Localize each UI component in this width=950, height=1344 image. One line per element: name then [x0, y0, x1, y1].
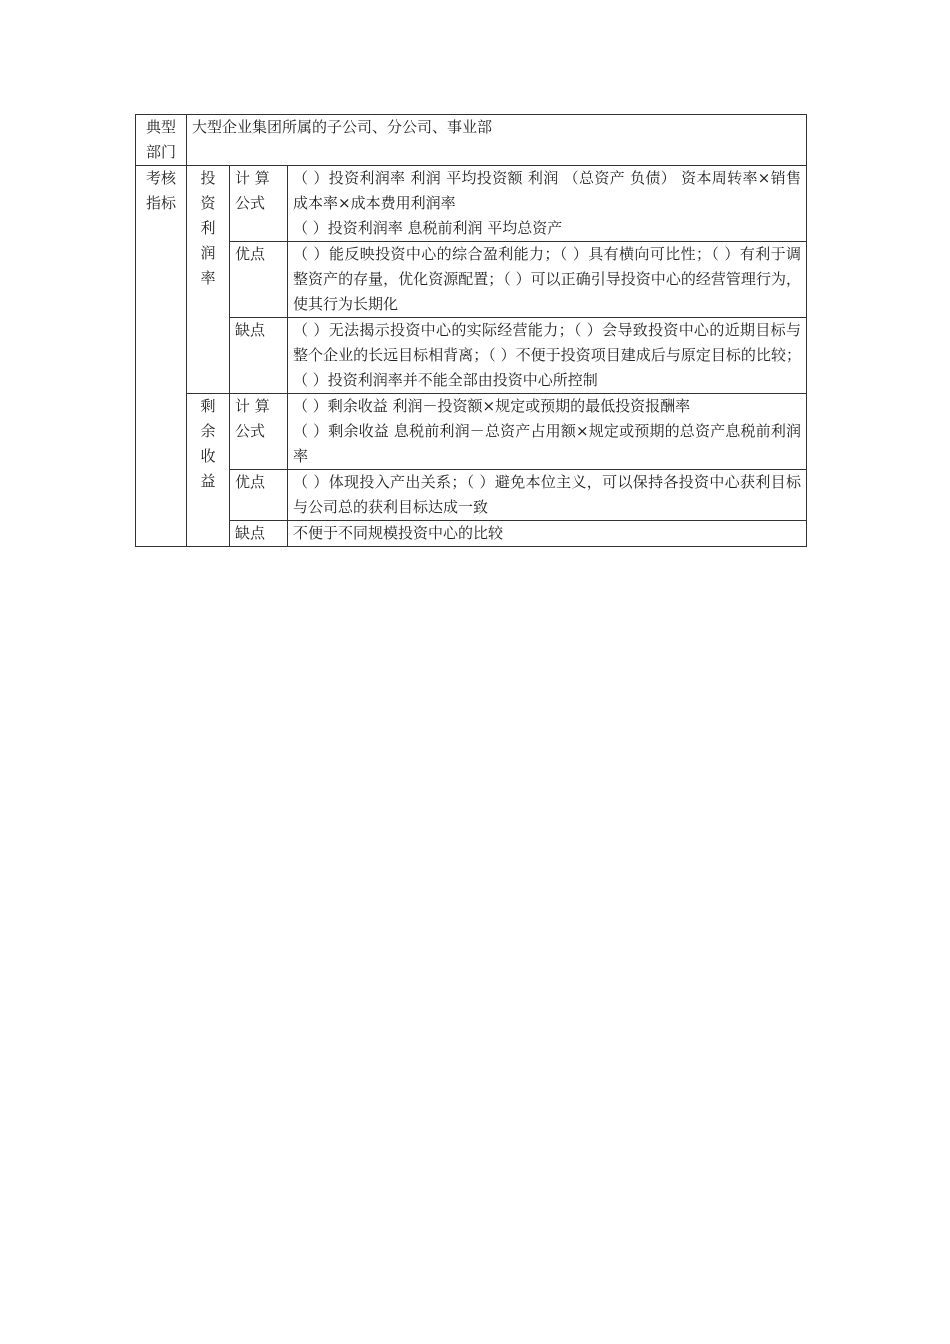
- table-row-typical-department: [136, 115, 807, 166]
- table-row-residual-disadvantages: [136, 521, 807, 547]
- table-row-roi-advantages: [136, 242, 807, 318]
- roi-label: [187, 166, 230, 394]
- residual-advantages-content: （ ）体现投入产出关系；（ ）避免本位主义，可以保持各投资中心获利目标与公司总的获利目标达成一致: [288, 470, 807, 521]
- residual-disadvantages-content: 不便于不同规模投资中心的比较: [288, 521, 807, 547]
- roi-formula-content: [288, 166, 807, 242]
- roi-formula-line-2: （ ）投资利润率 息税前利润 平均总资产: [293, 219, 563, 237]
- typical-department-label: 典型部门: [136, 115, 187, 166]
- table-row-residual-advantages: [136, 470, 807, 521]
- residual-income-label-text: 剩余收益: [200, 397, 216, 490]
- table-row-roi-formula: [136, 166, 807, 242]
- assessment-indicator-text: 考核指标: [145, 169, 176, 212]
- typical-department-content: 大型企业集团所属的子公司、分公司、事业部: [187, 115, 807, 166]
- roi-formula-line-1: （ ）投资利润率 利润 平均投资额 利润 （总资产 负债） 资本周转率×销售成本率×成本费用利润率: [293, 169, 801, 212]
- roi-advantages-label: 优点: [230, 242, 288, 318]
- residual-advantages-label: 优点: [230, 470, 288, 521]
- roi-label-text: 投资利润率: [200, 169, 216, 287]
- roi-disadvantages-label: 缺点: [230, 318, 288, 394]
- investment-center-table: [135, 114, 807, 547]
- table-row-residual-formula: [136, 394, 807, 470]
- table-row-roi-disadvantages: [136, 318, 807, 394]
- residual-income-label: [187, 394, 230, 547]
- roi-formula-label: 计 算公式: [230, 166, 288, 242]
- assessment-indicator-label: [136, 166, 187, 547]
- residual-disadvantages-label: 缺点: [230, 521, 288, 547]
- roi-disadvantages-content: （ ）无法揭示投资中心的实际经营能力；（ ）会导致投资中心的近期目标与整个企业的长远目标相背离；（ ）不便于投资项目建成后与原定目标的比较；（ ）投资利润率并不能全部由投资中心所控制: [288, 318, 807, 394]
- residual-formula-content: [288, 394, 807, 470]
- residual-formula-label: 计 算公式: [230, 394, 288, 470]
- residual-formula-line-1: （ ）剩余收益 利润－投资额×规定或预期的最低投资报酬率: [293, 397, 691, 415]
- residual-formula-line-2: （ ）剩余收益 息税前利润－总资产占用额×规定或预期的总资产息税前利润率: [293, 422, 801, 465]
- roi-advantages-content: （ ）能反映投资中心的综合盈利能力；（ ）具有横向可比性；（ ）有利于调整资产的存量，优化资源配置；（ ）可以正确引导投资中心的经营管理行为，使其行为长期化: [288, 242, 807, 318]
